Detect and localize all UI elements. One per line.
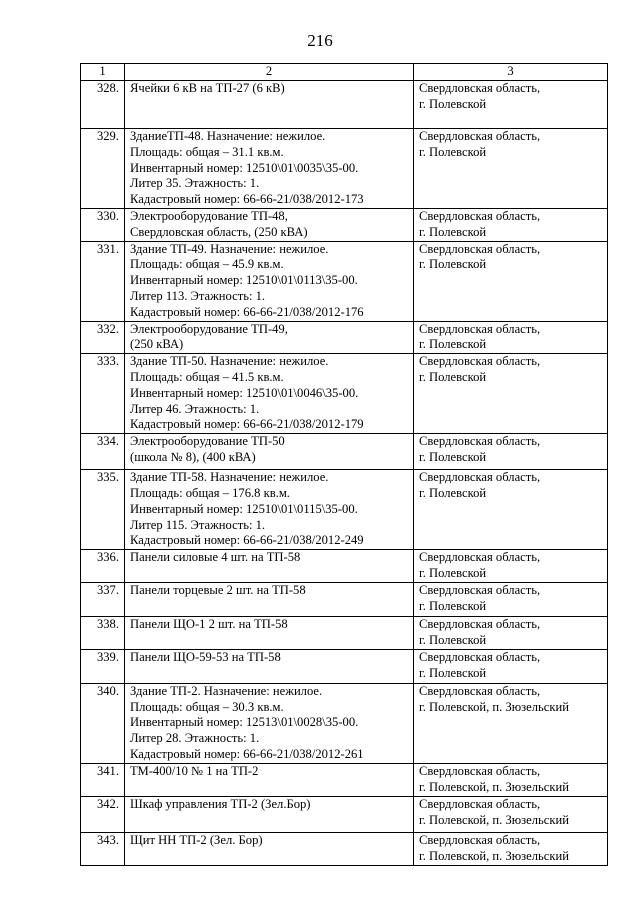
object-name-line: Площадь: общая – 30.3 кв.м. — [130, 699, 284, 714]
object-location-line: г. Полевской — [419, 632, 487, 647]
object-name-line: Кадастровый номер: 66-66-21/038/2012-249 — [130, 533, 364, 548]
object-location-line: Свердловская область, — [419, 550, 541, 565]
object-location-line: Свердловская область, — [419, 209, 541, 223]
row-number: 332. — [81, 321, 125, 354]
object-location-line: г. Полевской — [419, 598, 487, 613]
object-name-line: Щит НН ТП-2 (Зел. Бор) — [130, 832, 263, 847]
table-row — [81, 241, 608, 321]
object-name-line: Панели ЩО-1 2 шт. на ТП-58 — [130, 616, 288, 631]
object-location-line: г. Полевской — [419, 224, 487, 239]
object-location-line: Свердловская область, — [419, 129, 541, 143]
object-name — [125, 763, 414, 796]
object-location — [414, 354, 608, 434]
property-table — [80, 63, 608, 866]
object-location-line: Свердловская область, — [419, 832, 541, 847]
object-name-line: Здание ТП-2. Назначение: нежилое. — [130, 683, 323, 698]
object-name — [125, 582, 414, 616]
object-location — [414, 434, 608, 470]
object-location-line: Свердловская область, — [419, 81, 541, 95]
object-location-line: Свердловская область, — [419, 470, 541, 485]
object-name-line: (250 кВА) — [130, 337, 184, 352]
table-row — [81, 550, 608, 583]
table-row — [81, 683, 608, 763]
object-name-line: Электрооборудование ТП-49, — [130, 321, 288, 336]
object-location-line: г. Полевской — [419, 565, 487, 580]
row-number: 337. — [81, 582, 125, 616]
row-number: 334. — [81, 434, 125, 470]
object-location — [414, 649, 608, 683]
object-location-line: Свердловская область, — [419, 763, 541, 778]
table-row — [81, 434, 608, 470]
object-location — [414, 582, 608, 616]
object-location — [414, 241, 608, 321]
row-number: 343. — [81, 832, 125, 865]
row-number: 335. — [81, 470, 125, 550]
object-name-line: Площадь: общая – 176.8 кв.м. — [130, 485, 290, 500]
object-location — [414, 832, 608, 865]
object-location — [414, 796, 608, 832]
object-location-line: г. Полевской — [419, 144, 487, 159]
object-name-line: Здание ТП-50. Назначение: нежилое. — [130, 354, 329, 369]
object-location — [414, 683, 608, 763]
table-row — [81, 209, 608, 242]
object-location-line: г. Полевской — [419, 337, 487, 352]
object-location-line: г. Полевской — [419, 485, 487, 500]
table-row — [81, 354, 608, 434]
object-location-line: г. Полевской — [419, 449, 487, 464]
object-location-line: Свердловская область, — [419, 582, 541, 597]
object-name — [125, 832, 414, 865]
object-location-line: Свердловская область, — [419, 321, 541, 336]
object-name-line: Кадастровый номер: 66-66-21/038/2012-179 — [130, 417, 364, 432]
object-name-line: Панели торцевые 2 шт. на ТП-58 — [130, 582, 306, 597]
object-name — [125, 616, 414, 649]
row-number: 338. — [81, 616, 125, 649]
object-name-line: Электрооборудование ТП-48, — [130, 209, 288, 223]
object-location-line: Свердловская область, — [419, 616, 541, 631]
object-name — [125, 321, 414, 354]
row-number: 331. — [81, 241, 125, 321]
object-name-line: Кадастровый номер: 66-66-21/038/2012-173 — [130, 192, 364, 207]
object-location-line: г. Полевской — [419, 369, 487, 384]
row-number: 330. — [81, 209, 125, 242]
table-row — [81, 649, 608, 683]
header-row — [81, 64, 608, 81]
object-location-line: г. Полевской — [419, 257, 487, 272]
row-number: 341. — [81, 763, 125, 796]
table-row — [81, 832, 608, 865]
object-name — [125, 550, 414, 583]
object-name — [125, 209, 414, 242]
table-body — [81, 81, 608, 866]
object-name-line: Литер 46. Этажность: 1. — [130, 401, 260, 416]
table-row — [81, 81, 608, 129]
object-location — [414, 763, 608, 796]
table-row — [81, 796, 608, 832]
object-name-line: Ячейки 6 кВ на ТП-27 (6 кВ) — [130, 81, 285, 95]
object-name-line: Здание ТП-49. Назначение: нежилое. — [130, 241, 329, 256]
object-location-line: Свердловская область, — [419, 796, 541, 811]
object-name-line: Площадь: общая – 45.9 кв.м. — [130, 257, 284, 272]
table-row — [81, 582, 608, 616]
object-name-line: Свердловская область, (250 кВА) — [130, 224, 308, 239]
object-name-line: (школа № 8), (400 кВА) — [130, 449, 256, 464]
object-location-line: Свердловская область, — [419, 354, 541, 369]
object-location — [414, 81, 608, 129]
object-name-line: Литер 35. Этажность: 1. — [130, 176, 260, 191]
object-name-line: Панели силовые 4 шт. на ТП-58 — [130, 550, 301, 565]
table-row — [81, 129, 608, 209]
object-name — [125, 683, 414, 763]
object-name-line: Инвентарный номер: 12510\01\0115\35-00. — [130, 501, 358, 516]
row-number: 340. — [81, 683, 125, 763]
object-name-line: Панели ЩО-59-53 на ТП-58 — [130, 649, 281, 664]
object-location-line: Свердловская область, — [419, 241, 541, 256]
table-row — [81, 470, 608, 550]
object-name — [125, 649, 414, 683]
object-location-line: г. Полевской, п. Зюзельский — [419, 812, 569, 827]
object-location-line: Свердловская область, — [419, 434, 541, 449]
object-name — [125, 796, 414, 832]
object-name-line: Здание ТП-58. Назначение: нежилое. — [130, 470, 329, 485]
object-name — [125, 241, 414, 321]
object-location-line: Свердловская область, — [419, 649, 541, 664]
table-row — [81, 763, 608, 796]
object-name — [125, 129, 414, 209]
object-location-line: г. Полевской, п. Зюзельский — [419, 699, 569, 714]
object-location-line: г. Полевской — [419, 96, 487, 111]
object-name-line: Инвентарный номер: 12510\01\0035\35-00. — [130, 160, 359, 175]
object-location — [414, 209, 608, 242]
object-location-line: г. Полевской, п. Зюзельский — [419, 779, 569, 794]
object-name-line: Инвентарный номер: 12510\01\0113\35-00. — [130, 273, 358, 288]
object-name-line: ЗданиеТП-48. Назначение: нежилое. — [130, 129, 326, 143]
object-location-line: г. Полевской — [419, 665, 487, 680]
object-location — [414, 550, 608, 583]
object-name — [125, 354, 414, 434]
header-col-1: 1 — [81, 64, 125, 81]
row-number: 329. — [81, 129, 125, 209]
row-number: 328. — [81, 81, 125, 129]
header-col-3: 3 — [414, 64, 608, 81]
object-location-line: г. Полевской, п. Зюзельский — [419, 848, 569, 863]
object-name-line: Площадь: общая – 41.5 кв.м. — [130, 369, 284, 384]
row-number: 336. — [81, 550, 125, 583]
object-name-line: Шкаф управления ТП-2 (Зел.Бор) — [130, 796, 311, 811]
table-row — [81, 616, 608, 649]
object-location-line: Свердловская область, — [419, 683, 541, 698]
table-row — [81, 321, 608, 354]
object-name-line: Литер 115. Этажность: 1. — [130, 517, 266, 532]
object-name-line: Электрооборудование ТП-50 — [130, 434, 285, 449]
object-name-line: Литер 113. Этажность: 1. — [130, 288, 266, 303]
object-name — [125, 470, 414, 550]
object-location — [414, 616, 608, 649]
object-name-line: Площадь: общая – 31.1 кв.м. — [130, 144, 284, 159]
object-location — [414, 321, 608, 354]
row-number: 333. — [81, 354, 125, 434]
row-number: 342. — [81, 796, 125, 832]
object-name-line: Кадастровый номер: 66-66-21/038/2012-261 — [130, 746, 364, 761]
object-location — [414, 470, 608, 550]
object-name-line: Кадастровый номер: 66-66-21/038/2012-176 — [130, 304, 364, 319]
page-number: 216 — [307, 31, 333, 50]
object-name-line: Инвентарный номер: 12513\01\0028\35-00. — [130, 715, 359, 730]
row-number: 339. — [81, 649, 125, 683]
object-name-line: Литер 28. Этажность: 1. — [130, 731, 260, 746]
object-name — [125, 81, 414, 129]
object-location — [414, 129, 608, 209]
object-name-line: Инвентарный номер: 12510\01\0046\35-00. — [130, 385, 359, 400]
object-name-line: ТМ-400/10 № 1 на ТП-2 — [130, 763, 259, 778]
object-name — [125, 434, 414, 470]
header-col-2: 2 — [125, 64, 414, 81]
